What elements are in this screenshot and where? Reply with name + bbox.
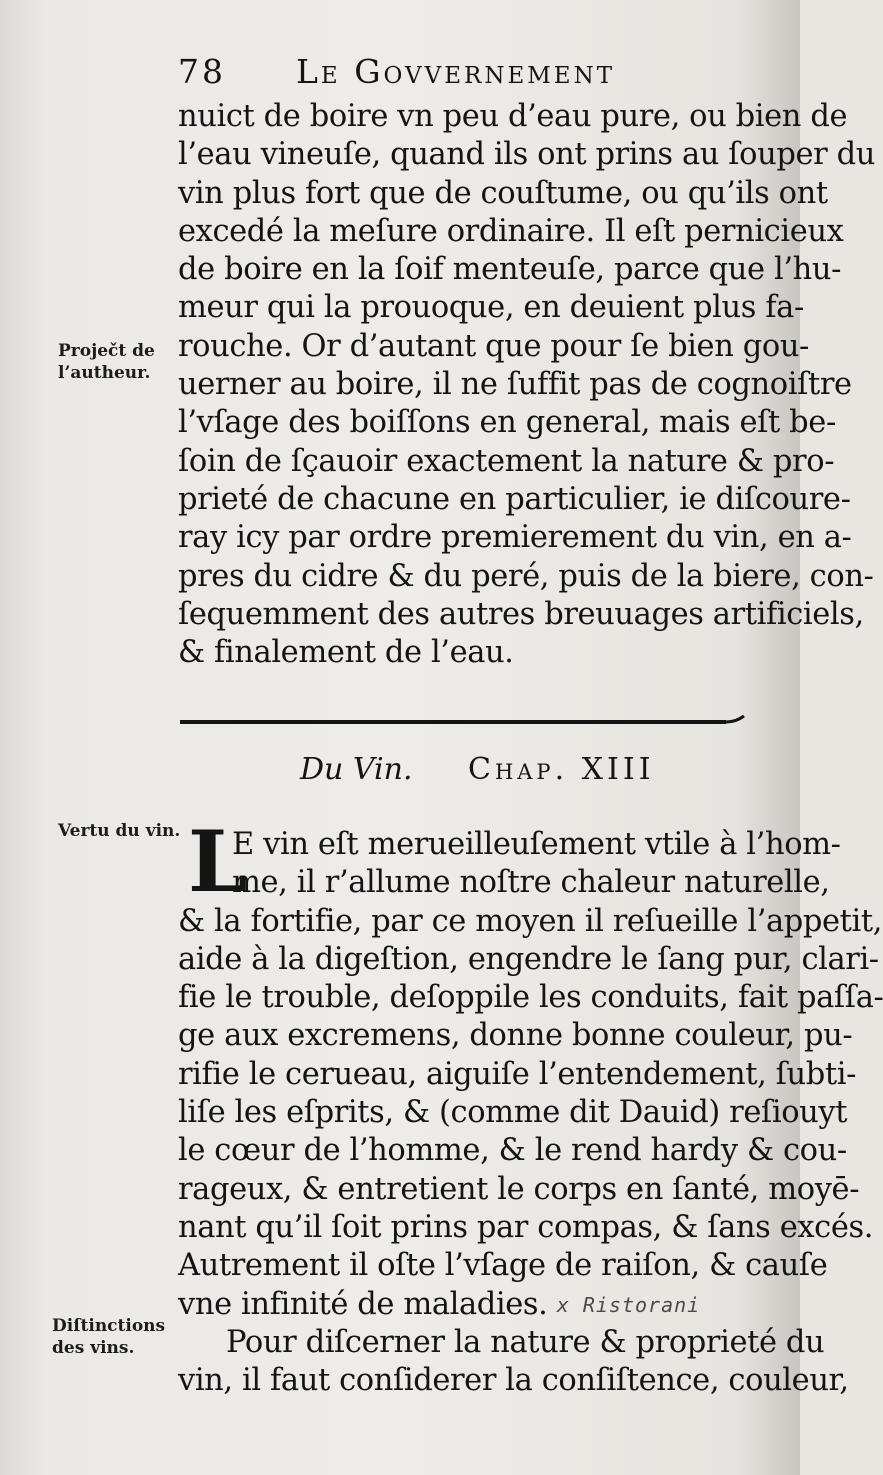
text-line: l’eau vineuſe, quand ils ont prins au ſouper du (178, 137, 875, 173)
text-line: ſequemment des autres breuuages artificiels, (178, 596, 864, 632)
text-line: excedé la meſure ordinaire. Il eſt pernicieux (178, 213, 844, 249)
text-line: Autrement il oſte l’vſage de raiſon, & cauſe (178, 1248, 828, 1284)
text-line: de boire en la ſoif menteuſe, parce que l’hu- (178, 252, 842, 288)
text-line-content: vne infinité de maladies. (178, 1286, 548, 1322)
text-line: prieté de chacune en particulier, ie diſcoure- (178, 481, 851, 517)
text-line: vin, il faut conſiderer la conſiſtence, couleur, (178, 1363, 849, 1399)
margin-note-projet (58, 340, 155, 384)
text-line: rouche. Or d’autant que pour ſe bien gou- (178, 328, 809, 364)
text-line: liſe les eſprits, & (comme dit Dauid) reſiouyt (178, 1095, 848, 1131)
chapter-number: Chap. XIII (468, 752, 655, 787)
text-line: me, il r’allume noſtre chaleur naturelle, (232, 865, 830, 901)
running-header (178, 52, 738, 96)
text-line: vin plus fort que de couſtume, ou qu’ils ont (178, 175, 828, 211)
chapter-divider-rule (178, 716, 746, 728)
drop-cap: L (188, 812, 248, 911)
body-text-section-2 (178, 812, 883, 1324)
text-line: pres du cidre & du peré, puis de la biere, con- (178, 558, 874, 594)
text-line: ray icy par ordre premierement du vin, en a- (178, 520, 852, 556)
running-title: Le Govvernement (296, 52, 616, 91)
text-line: E vin eſt merueilleuſement vtile à l’hom- (232, 827, 841, 862)
chapter-heading (300, 752, 760, 796)
text-line: fie le trouble, deſoppile les conduits, fait paſſa- (178, 980, 883, 1016)
text-line: Pour diſcerner la nature & proprieté du (226, 1325, 825, 1360)
chapter-title: Du Vin. (300, 752, 413, 787)
text-line: & la fortifie, par ce moyen il reſueille l’appetit, (178, 903, 883, 939)
text-line: ge aux excremens, donne bonne couleur, pu- (178, 1018, 853, 1054)
page-number: 78 (178, 52, 226, 91)
text-line: le cœur de l’homme, & le rend hardy & cou- (178, 1133, 847, 1169)
text-line: meur qui la prouoque, en deuient plus fa- (178, 290, 804, 326)
body-text-section-3 (178, 1324, 849, 1401)
margin-note-line: des vins. (52, 1338, 135, 1358)
body-text-section-1 (178, 98, 875, 672)
text-line: nant qu’il ſoit prins par compas, & ſans excés. (178, 1209, 874, 1245)
text-line: ſoin de ſçauoir exactement la nature & pro- (178, 443, 835, 479)
margin-note-vertu: Vertu du vin. (58, 821, 181, 841)
margin-note-distinctions (52, 1315, 165, 1359)
text-line: l’vſage des boiſſons en general, mais eſt be- (178, 405, 836, 441)
text-line: rageux, & entretient le corps en ſanté, moyē- (178, 1171, 860, 1207)
margin-note-line: Diſtinctions (52, 1316, 166, 1336)
text-line: rifie le cerueau, aiguiſe l’entendement, ſubti- (178, 1056, 857, 1092)
text-line: uerner au boire, il ne ſuffit pas de cognoiſtre (178, 367, 852, 403)
text-line: nuict de boire vn peu d’eau pure, ou bien de (178, 99, 848, 134)
margin-note-line: l’autheur. (58, 363, 151, 383)
handwritten-annotation: x Ristorani (556, 1293, 701, 1318)
text-line: & finalement de l’eau. (178, 635, 514, 671)
margin-note-line: Proječt de (58, 341, 155, 361)
text-line (178, 1286, 758, 1324)
text-line: aide à la digeſtion, engendre le ſang pur, clari- (178, 941, 879, 977)
